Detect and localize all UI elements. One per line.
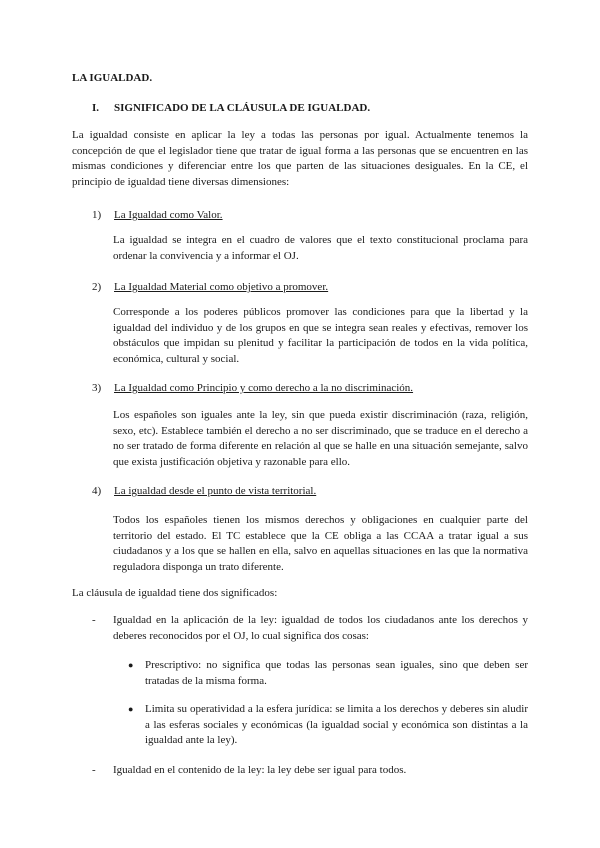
- dimension-title: La Igualdad como Valor.: [114, 209, 223, 221]
- intro-paragraph: La igualdad consiste en aplicar la ley a todas las personas por igual. Actualmente tenemos la concepción de que el legislador tiene que tratar de igual forma a las personas que se encuentren en las mismas condiciones y diferenciar entre los que parten de las situaciones desiguales. En la CE, el principio de igualdad tiene diversas dimensiones:: [72, 129, 528, 188]
- document-title: LA IGUALDAD.: [72, 72, 153, 84]
- dimension-number: 4): [92, 485, 102, 497]
- dimension-body-2: Corresponde a los poderes públicos promover las condiciones para que la libertad y la igualdad del individuo y de los grupos en que se integra sean reales y efectivas, remover los obstáculos que impidan su plenitud y facilitar la participación de todos en la vida política, económica, cultural y social.: [113, 306, 528, 365]
- dimension-body-1: La igualdad se integra en el cuadro de valores que el texto constitucional proclama para ordenar la convivencia y a informar el OJ.: [113, 234, 528, 262]
- bullet-item-2: [128, 702, 528, 749]
- dimension-number: 3): [92, 382, 102, 394]
- meanings-intro: La cláusula de igualdad tiene dos significados:: [72, 587, 278, 599]
- dimension-title: La Igualdad Material como objetivo a promover.: [114, 281, 329, 293]
- section-number: I.: [92, 102, 100, 114]
- dimension-label-4: [92, 484, 316, 500]
- bullet-icon: ●: [128, 704, 134, 714]
- dimension-title: La Igualdad como Principio y como derecho a la no discriminación.: [114, 382, 414, 394]
- meaning-text: Igualdad en el contenido de la ley: la ley debe ser igual para todos.: [113, 764, 407, 776]
- dimension-number: 1): [92, 209, 102, 221]
- dash-marker: -: [92, 614, 96, 626]
- dimension-label-3: [92, 381, 413, 397]
- meaning-text: Igualdad en la aplicación de la ley: igualdad de todos los ciudadanos ante los derechos y deberes reconocidos por el OJ, lo cual significa dos cosas:: [113, 614, 528, 642]
- bullet-icon: ●: [128, 660, 134, 670]
- dimension-number: 2): [92, 281, 102, 293]
- meaning-item-1: [92, 613, 528, 644]
- bullet-item-1: [128, 658, 528, 689]
- dimension-title: La igualdad desde el punto de vista territorial.: [114, 485, 317, 497]
- dimension-label-1: [92, 208, 223, 224]
- dimension-body-3: Los españoles son iguales ante la ley, sin que pueda existir discriminación (raza, religión, sexo, etc). Establece también el derecho a no ser discriminado, que se traduce en el derecho a no ser tratado de forma diferente en relación al que se halle en una situación semejante, salvo que exista justificación objetiva y razonable para ello.: [113, 409, 528, 468]
- meaning-item-2: [92, 763, 528, 779]
- section-heading: [92, 101, 370, 117]
- bullet-text: Prescriptivo: no significa que todas las personas sean iguales, sino que deben ser tratadas de la misma forma.: [145, 659, 528, 687]
- dimension-body-4: Todos los españoles tienen los mismos derechos y obligaciones en cualquier parte del territorio del estado. El TC establece que la CE obliga a las CCAA a tratar igual a sus ciudadanos y a los que se hallen en ella, salvo en aquellas situaciones en las que la normativa reguladora disponga un trato diferente.: [113, 514, 528, 573]
- section-title: SIGNIFICADO DE LA CLÁUSULA DE IGUALDAD.: [114, 102, 371, 114]
- dash-marker: -: [92, 764, 96, 776]
- bullet-text: Limita su operatividad a la esfera jurídica: se limita a los derechos y deberes sin aludir a las esferas sociales y económicas (la igualdad social y económica son distintas a la igualdad ante la ley).: [145, 703, 528, 746]
- dimension-label-2: [92, 280, 328, 296]
